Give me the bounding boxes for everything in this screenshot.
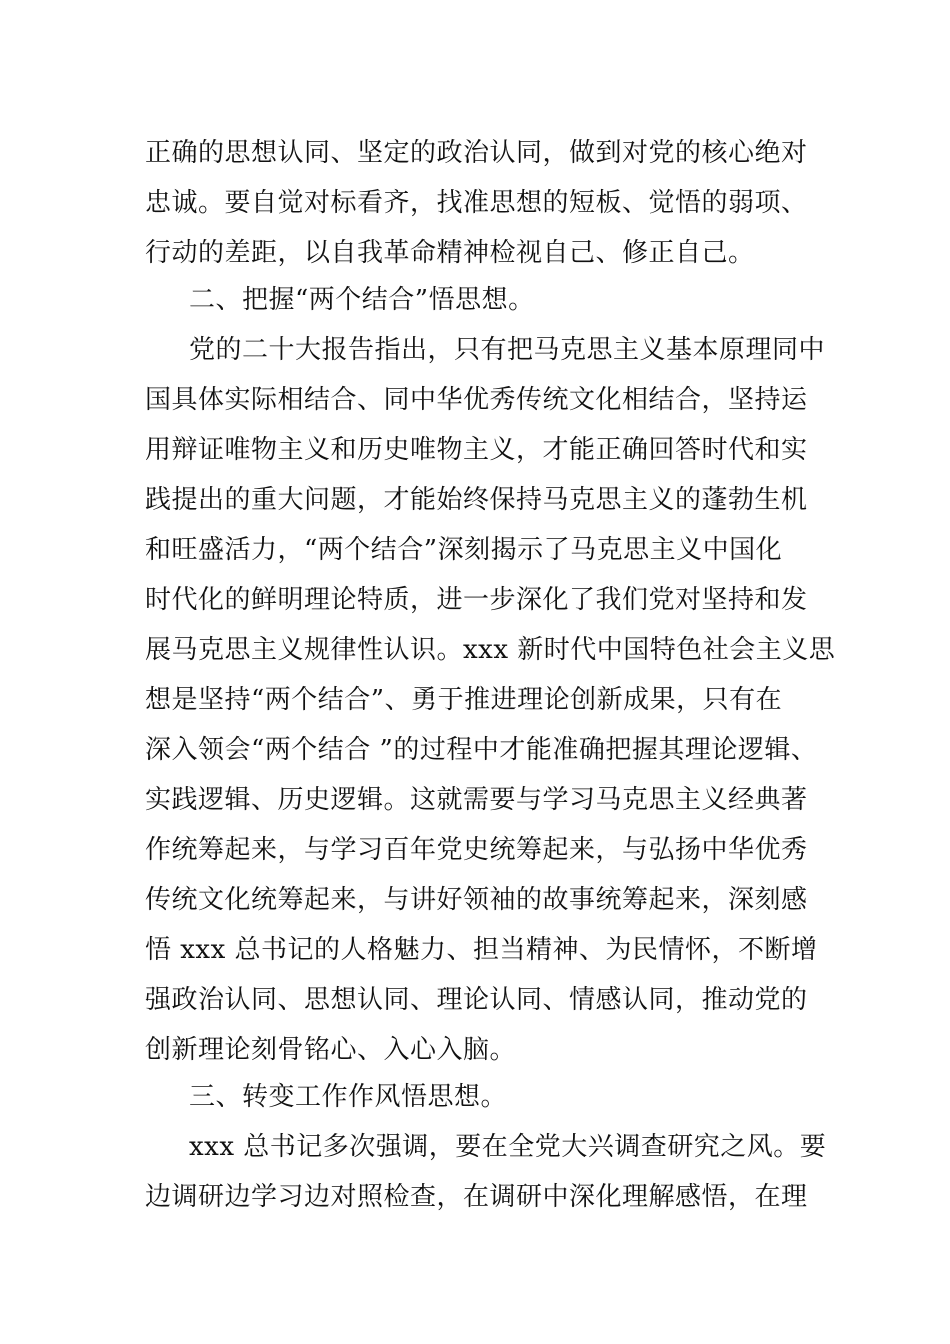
text-line: 深入领会“两个结合 ”的过程中才能准确把握其理论逻辑、 [145,735,818,765]
text-line: 行动的差距，以自我革命精神检视自己、修正自己。 [145,238,755,268]
text-line: 边调研边学习边对照检查，在调研中深化理解感悟，在理 [145,1182,808,1212]
text-line: 悟 xxx 总书记的人格魅力、担当精神、为民情怀，不断增 [145,935,818,965]
section-heading-3: 三、转变工作作风悟思想。 [189,1082,508,1112]
text-line: 创新理论刻骨铭心、入心入脑。 [145,1035,517,1065]
text-line: 想是坚持“两个结合”、勇于推进理论创新成果，只有在 [145,685,783,715]
text-line: 国具体实际相结合、同中华优秀传统文化相结合，坚持运 [145,385,808,415]
section-heading-2: 二、把握“两个结合”悟思想。 [189,285,535,315]
text-line: 和旺盛活力，“两个结合”深刻揭示了马克思主义中国化 [145,535,783,565]
text-line: 党的二十大报告指出，只有把马克思主义基本原理同中 [189,335,826,365]
text-line: 用辩证唯物主义和历史唯物主义，才能正确回答时代和实 [145,435,808,465]
text-line: 展马克思主义规律性认识。xxx 新时代中国特色社会主义思 [145,635,836,665]
text-line: 践提出的重大问题，才能始终保持马克思主义的蓬勃生机 [145,485,808,515]
text-line: 忠诚。要自觉对标看齐，找准思想的短板、觉悟的弱项、 [145,188,808,218]
text-line: 实践逻辑、历史逻辑。这就需要与学习马克思主义经典著 [145,785,808,815]
text-line: 强政治认同、思想认同、理论认同、情感认同，推动党的 [145,985,808,1015]
text-line: xxx 总书记多次强调，要在全党大兴调查研究之风。要 [189,1132,827,1162]
text-line: 时代化的鲜明理论特质，进一步深化了我们党对坚持和发 [145,585,808,615]
text-line: 传统文化统筹起来，与讲好领袖的故事统筹起来，深刻感 [145,885,808,915]
text-line: 作统筹起来，与学习百年党史统筹起来，与弘扬中华优秀 [145,835,808,865]
text-line: 正确的思想认同、坚定的政治认同，做到对党的核心绝对 [145,138,808,168]
